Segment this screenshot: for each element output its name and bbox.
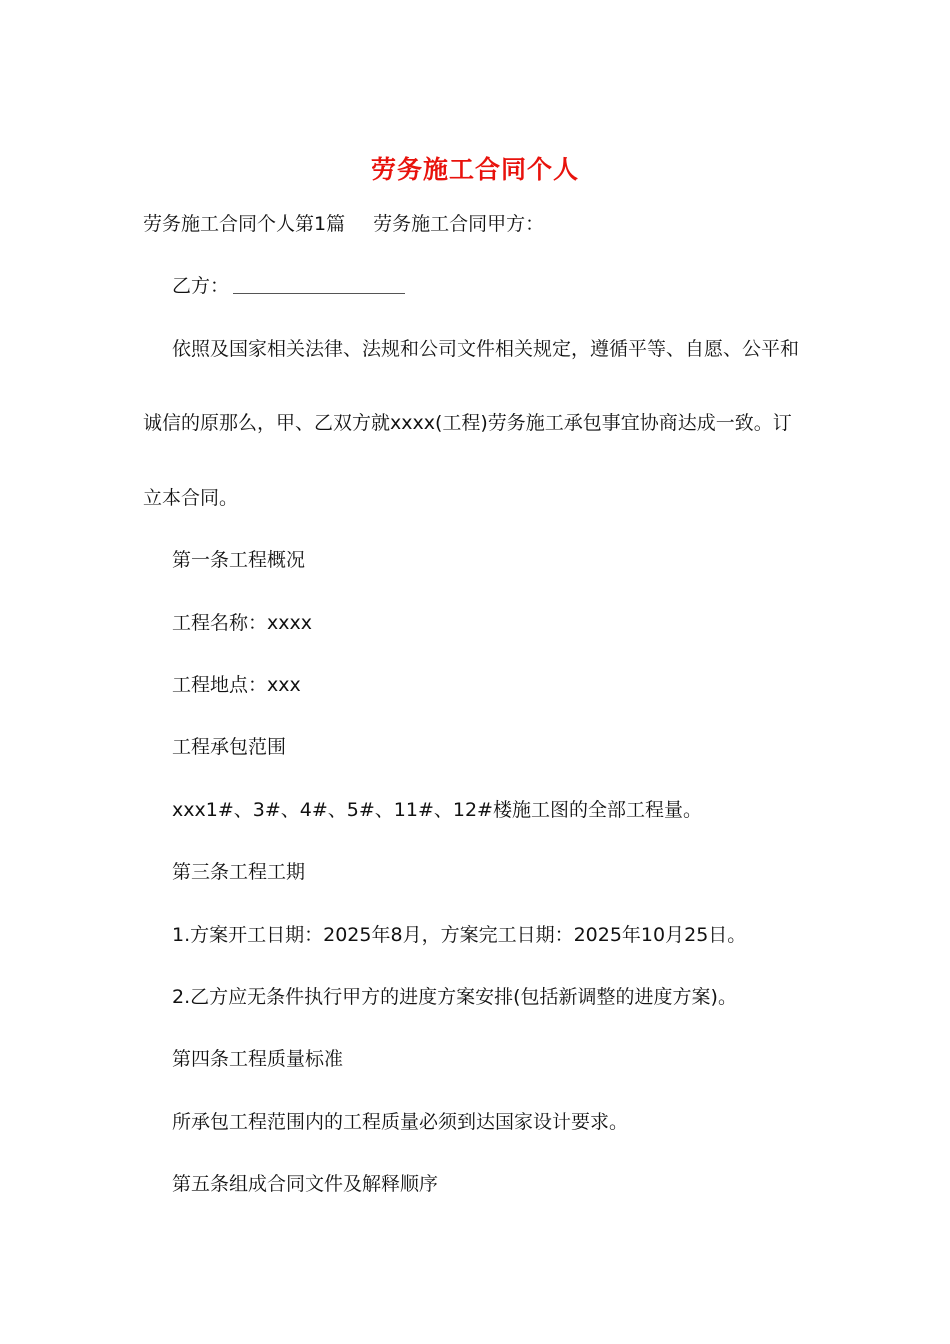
schedule-item-2: 2.乙方应无条件执行甲方的进度方案安排(包括新调整的进度方案)。 [172, 986, 737, 1008]
article5-title: 第五条组成合同文件及解释顺序 [172, 1173, 439, 1195]
heading-line [143, 210, 544, 238]
party-b-blank [233, 277, 405, 294]
article1-title: 第一条工程概况 [172, 549, 306, 571]
basis-paragraph-line3: 立本合同。 [143, 487, 239, 509]
project-location: 工程地点：xxx [172, 674, 301, 696]
document-title: 劳务施工合同个人 [370, 155, 579, 184]
party-b-label: 乙方： [172, 275, 230, 297]
project-name: 工程名称：xxxx [172, 612, 312, 634]
scope-text: xxx1#、3#、4#、5#、11#、12#楼施工图的全部工程量。 [172, 799, 702, 821]
quality-text: 所承包工程范围内的工程质量必须到达国家设计要求。 [172, 1111, 629, 1133]
scope-title: 工程承包范围 [172, 736, 287, 758]
article4-title: 第四条工程质量标准 [172, 1048, 344, 1070]
party-a-label: 劳务施工合同甲方： [373, 213, 545, 235]
article3-title: 第三条工程工期 [172, 861, 306, 883]
basis-paragraph-line2: 诚信的原那么，甲、乙双方就xxxx(工程)劳务施工承包事宜协商达成一致。订 [143, 412, 792, 434]
basis-paragraph-line1: 依照及国家相关法律、法规和公司文件相关规定，遵循平等、自愿、公平和 [172, 338, 800, 360]
heading-left: 劳务施工合同个人第1篇 [143, 213, 346, 235]
schedule-item-1: 1.方案开工日期：2025年8月，方案完工日期：2025年10月25日。 [172, 924, 747, 946]
party-b-line [172, 272, 405, 300]
